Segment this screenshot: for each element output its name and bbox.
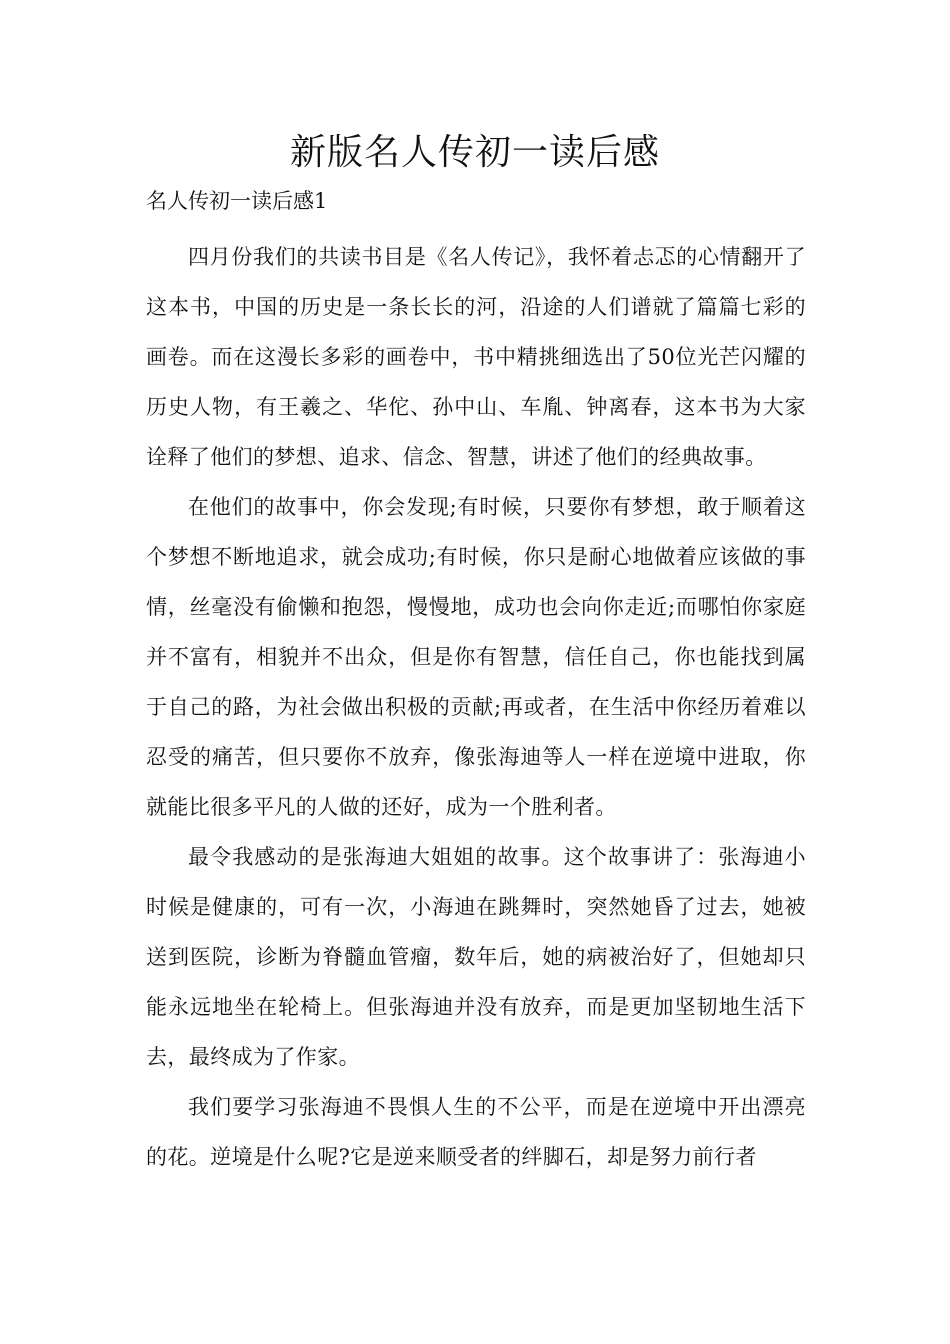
document-body	[146, 232, 806, 1182]
paragraph-1: 四月份我们的共读书目是《名人传记》，我怀着忐忑的心情翻开了这本书，中国的历史是一条长长的河，沿途的人们谱就了篇篇七彩的画卷。而在这漫长多彩的画卷中，书中精挑细选出了50位光芒闪耀的历史人物，有王羲之、华佗、孙中山、车胤、钟离春，这本书为大家诠释了他们的梦想、追求、信念、智慧，讲述了他们的经典故事。	[146, 245, 806, 469]
paragraph-4: 我们要学习张海迪不畏惧人生的不公平，而是在逆境中开出漂亮的花。逆境是什么呢?它是逆来顺受者的绊脚石，却是努力前行者	[146, 1095, 806, 1169]
paragraph-3: 最令我感动的是张海迪大姐姐的故事。这个故事讲了：张海迪小时候是健康的，可有一次，小海迪在跳舞时，突然她昏了过去，她被送到医院，诊断为脊髓血管瘤，数年后，她的病被治好了，但她却只能永远地坐在轮椅上。但张海迪并没有放弃，而是更加坚韧地生活下去，最终成为了作家。	[146, 845, 806, 1069]
section-heading: 名人传初一读后感1	[146, 189, 328, 213]
document-title: 新版名人传初一读后感	[289, 132, 660, 173]
paragraph-2: 在他们的故事中，你会发现;有时候，只要你有梦想，敢于顺着这个梦想不断地追求，就会成功;有时候，你只是耐心地做着应该做的事情，丝毫没有偷懒和抱怨，慢慢地，成功也会向你走近;而哪怕你家庭并不富有，相貌并不出众，但是你有智慧，信任自己，你也能找到属于自己的路，为社会做出积极的贡献;再或者，在生活中你经历着难以忍受的痛苦，但只要你不放弃，像张海迪等人一样在逆境中进取，你就能比很多平凡的人做的还好，成为一个胜利者。	[146, 495, 806, 819]
